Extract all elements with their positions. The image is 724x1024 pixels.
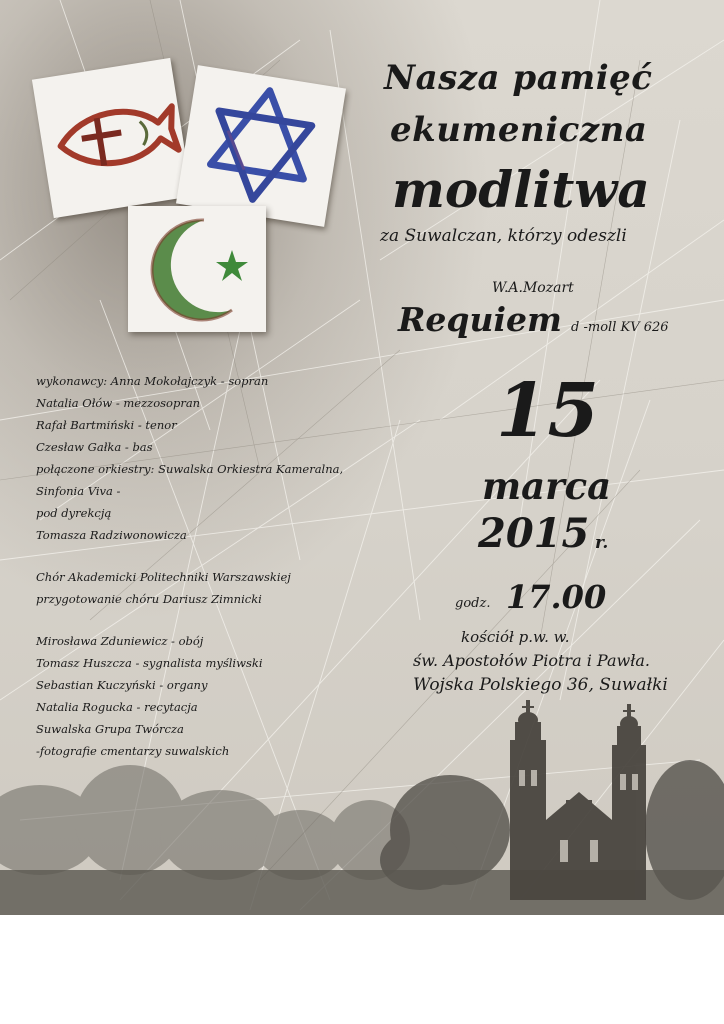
work-title: Requiem	[398, 300, 562, 339]
church-silhouette	[510, 700, 646, 900]
title-line-2: ekumeniczna	[390, 110, 648, 150]
ichthys-fish-icon	[32, 58, 192, 218]
star-card	[176, 65, 346, 227]
work-key: d -moll KV 626	[571, 320, 669, 335]
date-day: 15	[496, 368, 599, 454]
time-label: godz.	[455, 596, 491, 611]
performer-line: połączone orkiestry: Suwalska Orkiestra Kameralna,	[36, 462, 344, 476]
performer-line: Czesław Gałka - bas	[36, 440, 153, 454]
time-value: 17.00	[506, 578, 607, 616]
performer-line: Rafał Bartmiński - tenor	[36, 418, 177, 432]
other-performer-line: Natalia Rogucka - recytacja	[36, 700, 198, 714]
performer-line: Sinfonia Viva -	[36, 484, 121, 498]
fish-card	[32, 58, 192, 218]
date-year-suffix: r.	[595, 533, 609, 553]
title-line-1: Nasza pamięć	[384, 58, 653, 98]
crescent-card	[128, 206, 266, 332]
other-performer-line: -fotografie cmentarzy suwalskich	[36, 744, 230, 758]
performer-line: pod dyrekcją	[36, 506, 112, 520]
subtitle: za Suwalczan, którzy odeszli	[380, 226, 627, 246]
other-performer-line: Tomasz Huszcza - sygnalista myśliwski	[36, 656, 263, 670]
choir-line: przygotowanie chóru Dariusz Zimnicki	[36, 592, 262, 606]
other-performer-line: Mirosława Zduniewicz - obój	[36, 634, 204, 648]
work-title-row	[398, 300, 669, 339]
title-line-3: modlitwa	[392, 160, 650, 219]
star-of-david-icon	[176, 65, 346, 227]
crescent-and-star-icon	[128, 206, 266, 332]
place-line-3: Wojska Polskiego 36, Suwałki	[413, 675, 668, 695]
composer: W.A.Mozart	[492, 280, 574, 296]
choir-line: Chór Akademicki Politechniki Warszawskiej	[36, 570, 291, 584]
other-performer-line: Suwalska Grupa Twórcza	[36, 722, 184, 736]
performer-line: Natalia Ołów - mezzosopran	[36, 396, 201, 410]
performer-line: wykonawcy: Anna Mokołajczyk - sopran	[36, 374, 269, 388]
place-line-1: kościół p.w. w.	[461, 628, 570, 646]
date-year: 2015	[478, 510, 590, 557]
other-performer-line: Sebastian Kuczyński - organy	[36, 678, 208, 692]
date-month: marca	[482, 464, 612, 508]
performer-line: Tomasza Radziwonowicza	[36, 528, 187, 542]
place-line-2: św. Apostołów Piotra i Pawła.	[413, 651, 650, 670]
